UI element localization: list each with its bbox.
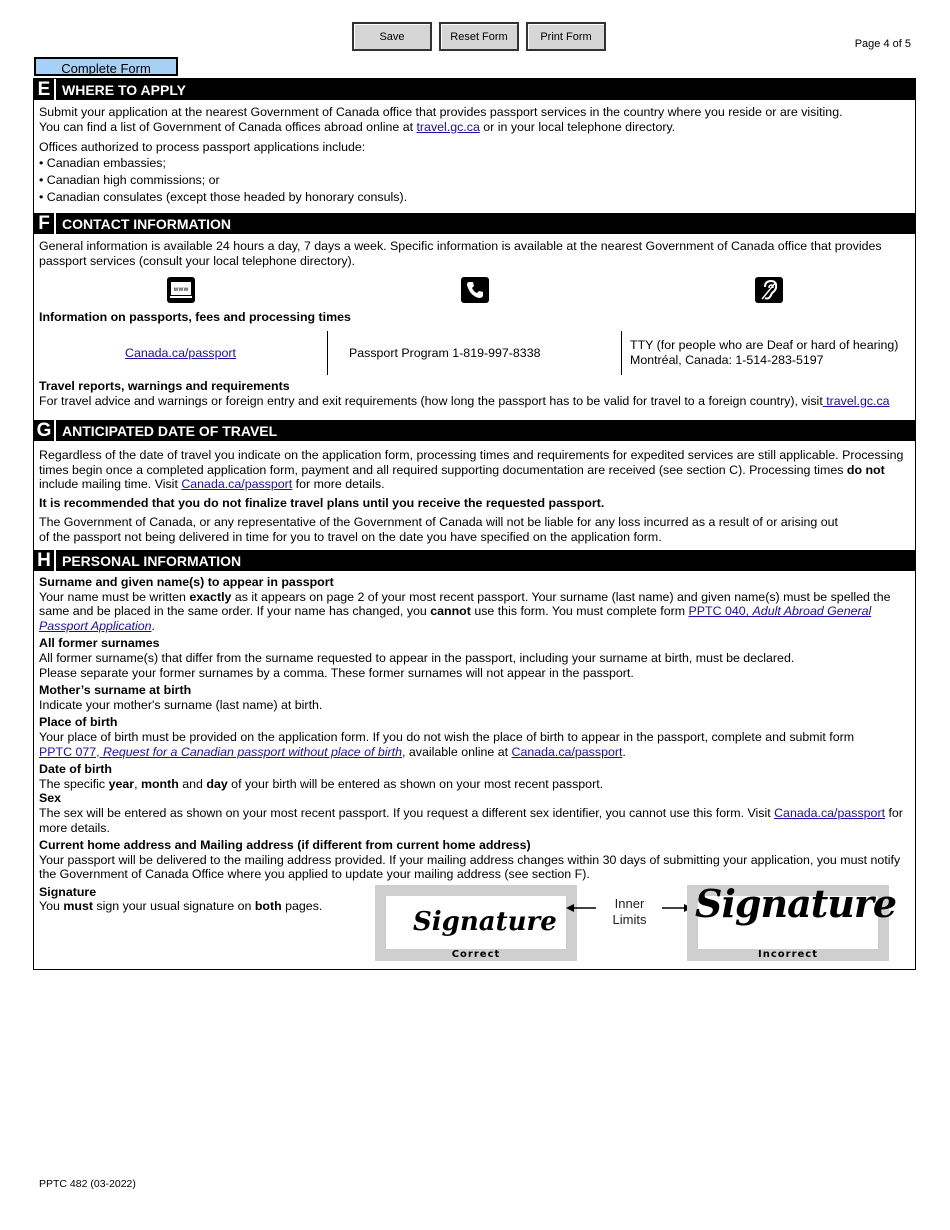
paragraph: The Government of Canada, or any representative of the Government of Canada will not be liable for any loss incurred as a result of or arising out bbox=[39, 514, 838, 529]
canada-passport-link[interactable]: Canada.ca/passport bbox=[511, 744, 623, 759]
pptc-040-link[interactable]: PPTC 040, Adult Abroad General Passport Application bbox=[39, 604, 872, 633]
recommendation: It is recommended that you do not finalize travel plans until you receive the requested passport. bbox=[39, 496, 605, 511]
section-letter: F bbox=[34, 213, 56, 234]
travel-heading: Travel reports, warnings and requirements bbox=[39, 379, 290, 393]
subheading: Surname and given name(s) to appear in passport bbox=[39, 575, 334, 589]
travel-gc-link[interactable]: travel.gc.ca bbox=[416, 119, 480, 134]
paragraph: General information is available 24 hours a day, 7 days a week. Specific information is available at the nearest Government of Canada office that provides passport services (consult your local telephone directory). bbox=[39, 239, 882, 268]
phone-contact: Passport Program 1-819-997-8338 bbox=[349, 346, 541, 360]
paragraph: Submit your application at the nearest Government of Canada office that provides passport services in the country where you reside or are visiting. bbox=[39, 105, 843, 119]
paragraph: Indicate your mother's surname (last name) at birth. bbox=[39, 697, 323, 712]
correct-label: Correct bbox=[451, 949, 501, 960]
paragraph: You must sign your usual signature on both pages. bbox=[39, 899, 323, 914]
subheading: Sex bbox=[39, 791, 62, 806]
section-title: CONTACT INFORMATION bbox=[62, 215, 232, 232]
canada-passport-link[interactable]: Canada.ca/passport bbox=[774, 805, 886, 820]
subheading: Signature bbox=[39, 884, 97, 899]
list-item: • Canadian high commissions; or bbox=[39, 172, 220, 187]
inner-limits-label: Inner Limits bbox=[612, 896, 647, 927]
subheading: Date of birth bbox=[39, 762, 112, 777]
incorrect-signature-example bbox=[687, 881, 897, 961]
paragraph: Offices authorized to process passport applications include: bbox=[39, 140, 366, 155]
correct-signature-example bbox=[375, 885, 577, 961]
section-letter: E bbox=[34, 79, 56, 100]
print-form-button[interactable]: Print Form bbox=[526, 22, 606, 51]
subheading: Mother’s surname at birth bbox=[39, 683, 192, 698]
web-contact bbox=[34, 331, 327, 375]
section-e-header bbox=[34, 79, 915, 100]
tty-contact: TTY (for people who are Deaf or hard of hearing) Montréal, Canada: 1-514-283-5197 bbox=[630, 338, 899, 367]
section-h-header bbox=[34, 550, 915, 571]
form-code: PPTC 482 (03-2022) bbox=[39, 1178, 136, 1190]
canada-passport-link[interactable]: Canada.ca/passport bbox=[181, 477, 293, 492]
inner-limits-arrows bbox=[564, 899, 694, 919]
subheading: Place of birth bbox=[39, 715, 118, 730]
subheading: All former surnames bbox=[39, 636, 160, 651]
section-title: WHERE TO APPLY bbox=[62, 81, 186, 98]
paragraph: Please separate your former surnames by a comma. These former surnames will not appear in the passport. bbox=[39, 665, 634, 680]
list-item: • Canadian embassies; bbox=[39, 156, 166, 171]
incorrect-label: Incorrect bbox=[758, 949, 818, 960]
section-letter: H bbox=[34, 550, 56, 571]
paragraph: Your passport will be delivered to the mailing address provided. If your mailing address changes within 30 days of submitting your application, you must notify the Government of Canada Office where you applied to update your mailing address (see section F). bbox=[39, 852, 901, 882]
signature-sample: Signature bbox=[695, 881, 897, 926]
section-g-header bbox=[34, 420, 915, 441]
section-g-text bbox=[39, 448, 905, 544]
section-e-text bbox=[39, 105, 905, 206]
paragraph: Your place of birth must be provided on the application form. If you do not wish the place of birth to appear in the passport, complete and submit form bbox=[39, 729, 855, 744]
subheading: Current home address and Mailing address (if different from current home address) bbox=[39, 838, 531, 853]
signature-sample: Signature bbox=[413, 907, 557, 937]
section-title: PERSONAL INFORMATION bbox=[62, 552, 242, 569]
paragraph: PPTC 077, Request for a Canadian passport without place of birth, available online at Canada.ca/passport. bbox=[39, 744, 626, 759]
paragraph: Regardless of the date of travel you indicate on the application form, processing times and requirements for expedited services are still applicable. Processing times begin once a completed application form, payment and all required supporting documentation are received (see section C). Processing times do not include mailing time. Visit Canada.ca/passport for more details. bbox=[39, 448, 904, 492]
paragraph: You can find a list of Government of Canada offices abroad online at travel.gc.ca or in your local telephone directory. bbox=[39, 119, 676, 134]
hearing-icon bbox=[755, 277, 783, 303]
reset-form-button[interactable]: Reset Form bbox=[439, 22, 519, 51]
list-item: • Canadian consulates (except those headed by honorary consuls). bbox=[39, 189, 408, 204]
section-title: ANTICIPATED DATE OF TRAVEL bbox=[62, 422, 278, 439]
section-h-text bbox=[39, 575, 905, 914]
paragraph: For travel advice and warnings or foreign entry and exit requirements (how long the passport has to be valid for travel to a foreign country), visit travel.gc.ca bbox=[39, 393, 890, 408]
canada-passport-link[interactable]: Canada.ca/passport bbox=[125, 346, 236, 360]
paragraph: The specific year, month and day of your birth will be entered as shown on your most recent passport. bbox=[39, 776, 604, 791]
paragraph: Your name must be written exactly as it appears on page 2 of your most recent passport. Your surname (last name) and given name(s) must be spelled the same and be placed in the same order. If your name has changed, you cannot use this form. You must complete form PPTC 040, Adult Abroad General Passport Application. bbox=[39, 589, 891, 633]
paragraph: of the passport not being delivered in time for you to travel on the date you have specified on the application form. bbox=[39, 529, 662, 544]
complete-form-tab[interactable]: Complete Form bbox=[34, 57, 178, 76]
save-button[interactable]: Save bbox=[352, 22, 432, 51]
section-letter: G bbox=[34, 420, 56, 441]
divider bbox=[327, 331, 328, 375]
web-icon bbox=[167, 277, 195, 303]
form-body bbox=[33, 78, 916, 970]
svg-text:www: www bbox=[173, 286, 189, 293]
travel-gc-link[interactable]: travel.gc.ca bbox=[822, 393, 890, 408]
travel-reports bbox=[39, 379, 905, 408]
toolbar bbox=[352, 22, 606, 51]
divider bbox=[621, 331, 622, 375]
page-number: Page 4 of 5 bbox=[854, 38, 911, 50]
pptc-077-link[interactable]: PPTC 077, Request for a Canadian passport without place of birth bbox=[39, 744, 402, 759]
phone-icon bbox=[461, 277, 489, 303]
paragraph: The sex will be entered as shown on your most recent passport. If you request a different sex identifier, you cannot use this form. Visit Canada.ca/passport for more details. bbox=[39, 805, 903, 835]
section-f-header bbox=[34, 213, 915, 234]
info-heading: Information on passports, fees and processing times bbox=[39, 310, 351, 324]
paragraph: All former surname(s) that differ from the surname requested to appear in the passport, including your surname at birth, must be declared. bbox=[39, 650, 795, 665]
